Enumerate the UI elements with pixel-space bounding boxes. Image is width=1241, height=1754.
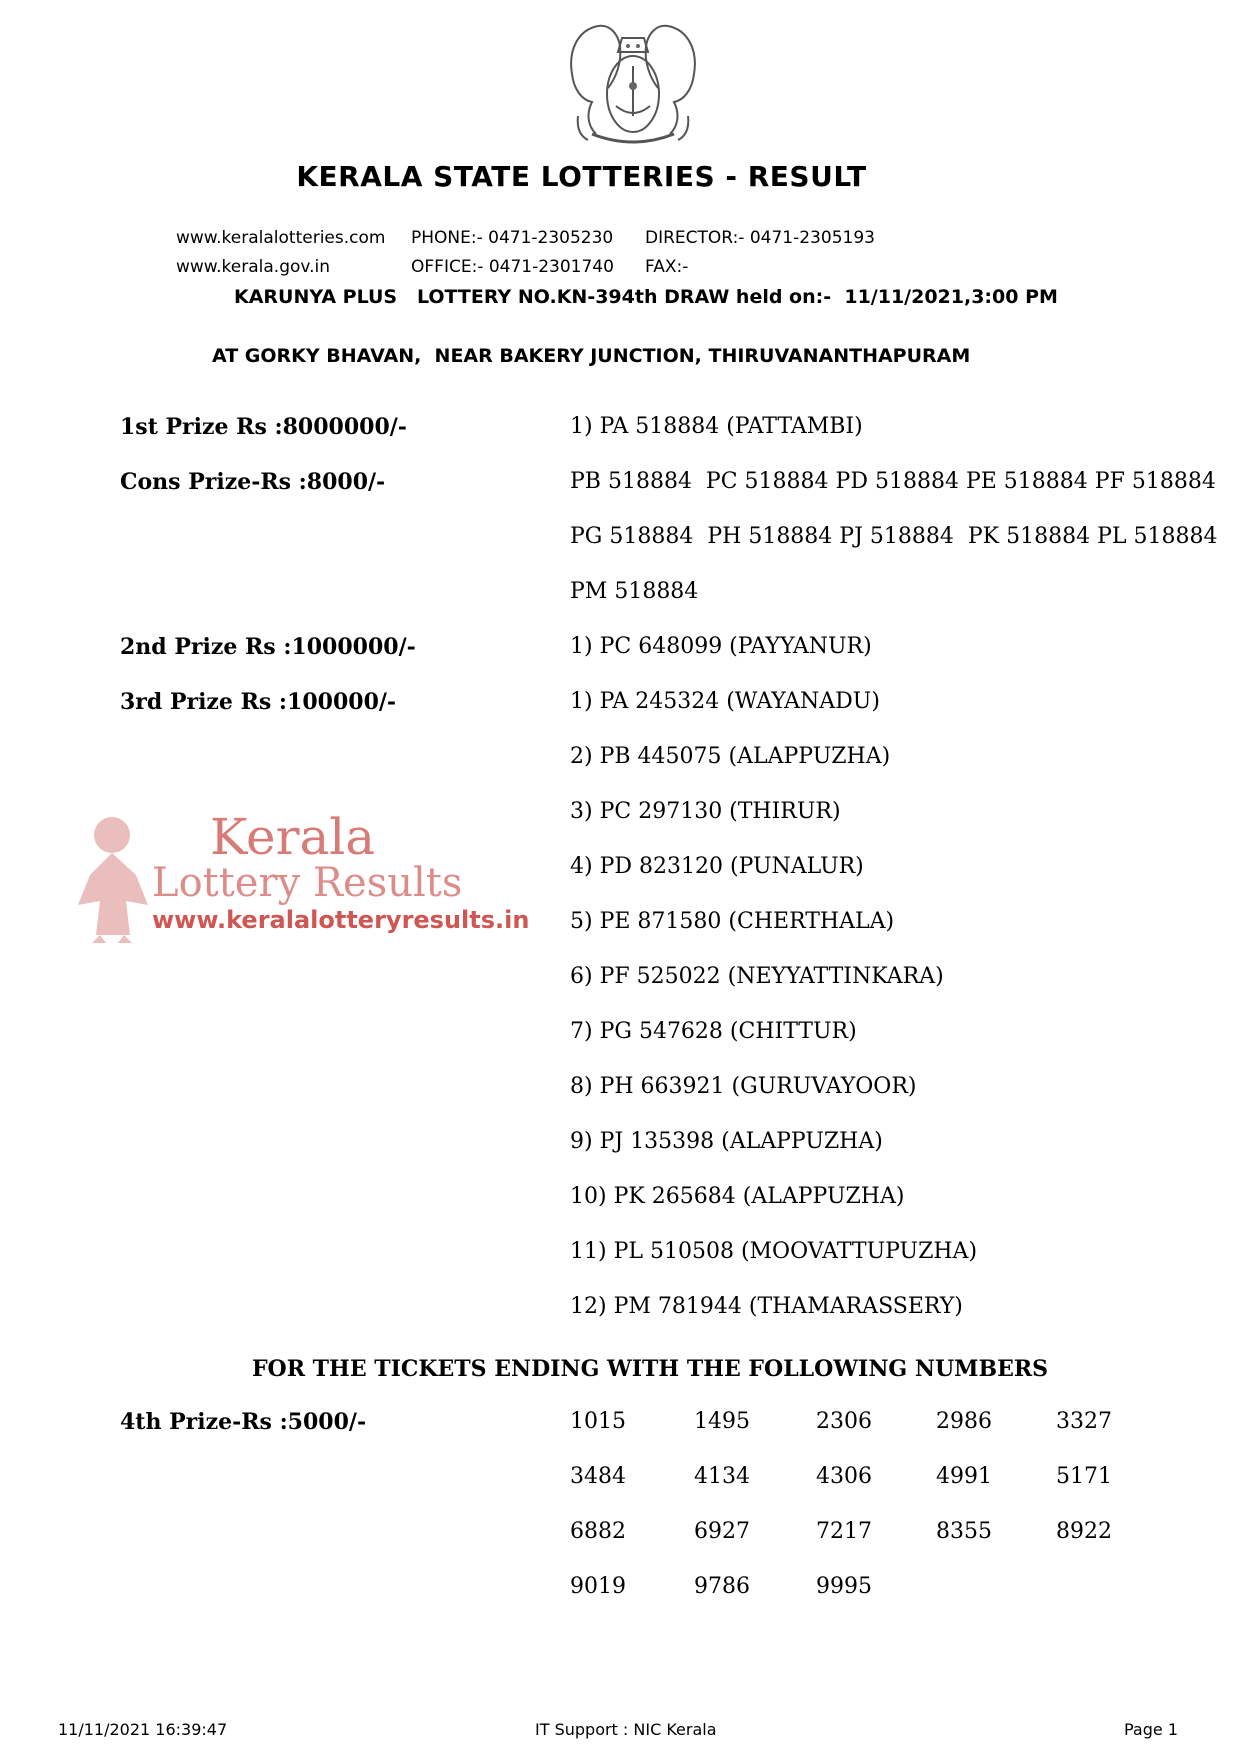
- watermark-subtitle: Lottery Results: [152, 860, 463, 906]
- third-prize-winner: 11) PL 510508 (MOOVATTUPUZHA): [570, 1239, 978, 1264]
- website-link-secondary[interactable]: www.kerala.gov.in: [176, 257, 331, 277]
- fourth-prize-number: 7217: [816, 1519, 872, 1544]
- third-prize-label: 3rd Prize Rs :100000/-: [120, 689, 397, 715]
- fourth-prize-number: 9786: [694, 1574, 750, 1599]
- fourth-prize-number: 2986: [936, 1409, 992, 1434]
- fourth-prize-number: 4306: [816, 1464, 872, 1489]
- second-prize-winner: 1) PC 648099 (PAYYANUR): [570, 634, 872, 659]
- director-phone: DIRECTOR:- 0471-2305193: [645, 228, 875, 248]
- kerala-emblem-icon: [558, 16, 708, 152]
- third-prize-winner: 5) PE 871580 (CHERTHALA): [570, 909, 895, 934]
- draw-venue: AT GORKY BHAVAN, NEAR BAKERY JUNCTION, THIRUVANANTHAPURAM: [212, 345, 971, 367]
- draw-info: KARUNYA PLUS LOTTERY NO.KN-394th DRAW held on:- 11/11/2021,3:00 PM: [234, 286, 1058, 308]
- first-prize-label: 1st Prize Rs :8000000/-: [120, 414, 407, 440]
- third-prize-winner: 10) PK 265684 (ALAPPUZHA): [570, 1184, 905, 1209]
- fourth-prize-number: 2306: [816, 1409, 872, 1434]
- fourth-prize-number: 8922: [1056, 1519, 1112, 1544]
- website-link-primary[interactable]: www.keralalotteries.com: [176, 228, 386, 248]
- third-prize-winner: 2) PB 445075 (ALAPPUZHA): [570, 744, 891, 769]
- fourth-prize-number: 3484: [570, 1464, 626, 1489]
- fourth-prize-label: 4th Prize-Rs :5000/-: [120, 1409, 367, 1435]
- cons-prize-label: Cons Prize-Rs :8000/-: [120, 469, 386, 495]
- cons-prize-line: PM 518884: [570, 579, 699, 604]
- fourth-prize-number: 1495: [694, 1409, 750, 1434]
- watermark-title: Kerala: [210, 808, 376, 866]
- third-prize-winner: 6) PF 525022 (NEYYATTINKARA): [570, 964, 944, 989]
- third-prize-winner: 9) PJ 135398 (ALAPPUZHA): [570, 1129, 883, 1154]
- ending-numbers-heading: FOR THE TICKETS ENDING WITH THE FOLLOWING NUMBERS: [251, 1356, 1049, 1382]
- third-prize-winner: 4) PD 823120 (PUNALUR): [570, 854, 864, 879]
- third-prize-winner: 8) PH 663921 (GURUVAYOOR): [570, 1074, 917, 1099]
- fourth-prize-number: 3327: [1056, 1409, 1112, 1434]
- fourth-prize-number: 6882: [570, 1519, 626, 1544]
- fourth-prize-number: 1015: [570, 1409, 626, 1434]
- watermark-url[interactable]: www.keralalotteryresults.in: [152, 906, 530, 934]
- cons-prize-line: PG 518884 PH 518884 PJ 518884 PK 518884 PL 518884: [570, 524, 1218, 549]
- fourth-prize-number: 5171: [1056, 1464, 1112, 1489]
- third-prize-winner: 1) PA 245324 (WAYANADU): [570, 689, 880, 714]
- footer-timestamp: 11/11/2021 16:39:47: [58, 1720, 228, 1739]
- office-phone: OFFICE:- 0471-2301740: [411, 257, 614, 277]
- footer-page-number: Page 1: [1124, 1720, 1178, 1739]
- fourth-prize-number: 8355: [936, 1519, 992, 1544]
- fourth-prize-number: 6927: [694, 1519, 750, 1544]
- second-prize-label: 2nd Prize Rs :1000000/-: [120, 634, 416, 660]
- fourth-prize-number: 9019: [570, 1574, 626, 1599]
- third-prize-winner: 3) PC 297130 (THIRUR): [570, 799, 841, 824]
- page-title: KERALA STATE LOTTERIES - RESULT: [296, 160, 867, 193]
- third-prize-winner: 12) PM 781944 (THAMARASSERY): [570, 1294, 963, 1319]
- fourth-prize-number: 4134: [694, 1464, 750, 1489]
- cons-prize-line: PB 518884 PC 518884 PD 518884 PE 518884 PF 518884: [570, 469, 1216, 494]
- phone-number: PHONE:- 0471-2305230: [411, 228, 614, 248]
- fax-number: FAX:-: [645, 257, 689, 277]
- third-prize-winner: 7) PG 547628 (CHITTUR): [570, 1019, 857, 1044]
- fourth-prize-number: 4991: [936, 1464, 992, 1489]
- footer-support: IT Support : NIC Kerala: [535, 1720, 717, 1739]
- fourth-prize-number: 9995: [816, 1574, 872, 1599]
- first-prize-winner: 1) PA 518884 (PATTAMBI): [570, 414, 863, 439]
